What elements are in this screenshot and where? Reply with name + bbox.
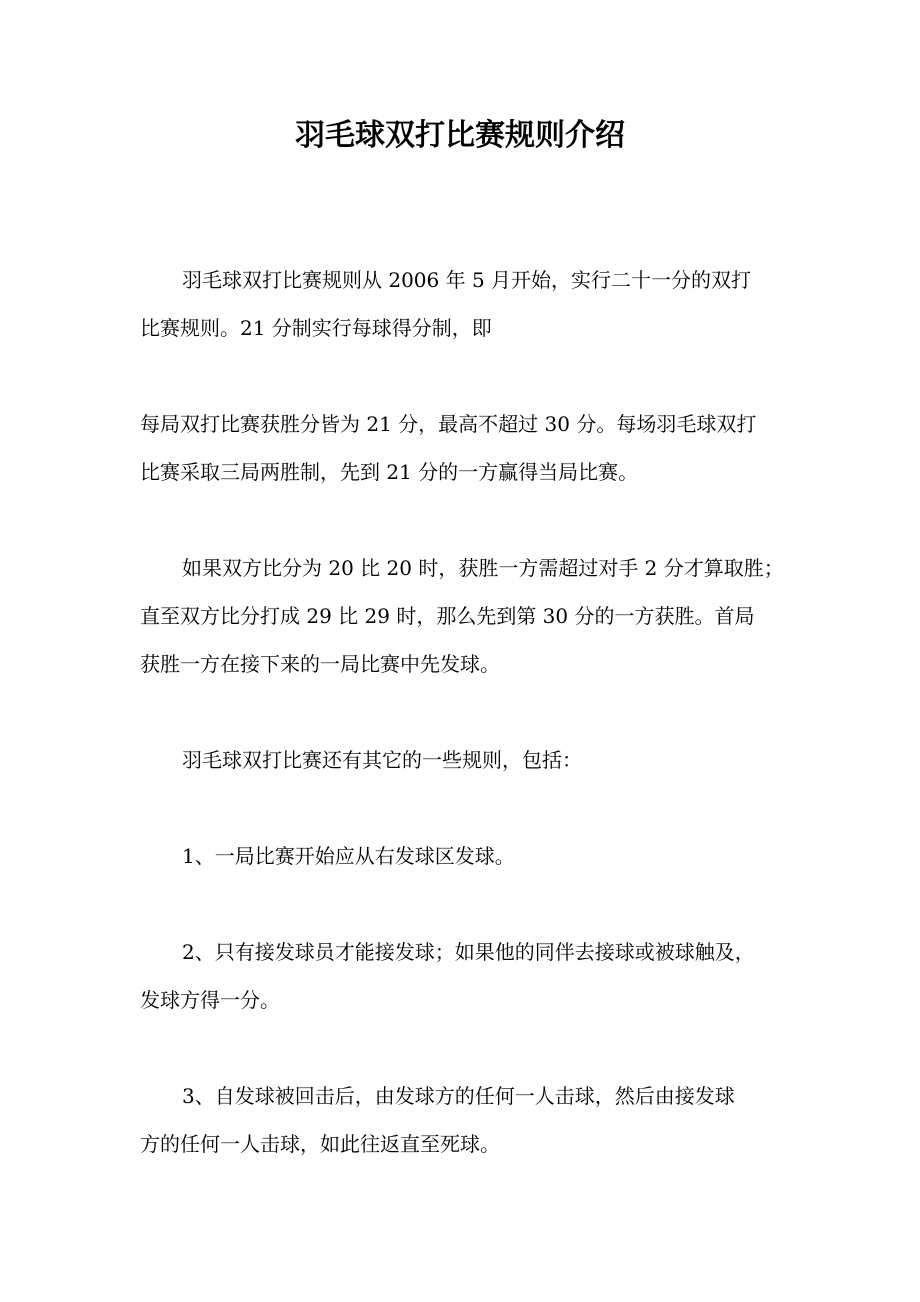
- rule-3-line-1: 3、自发球被回击后，由发球方的任何一人击球，然后由接发球: [182, 1084, 735, 1108]
- document-title: 羽毛球双打比赛规则介绍: [295, 118, 625, 153]
- rule-2-line-2: 发球方得一分。: [140, 988, 280, 1012]
- paragraph-1-line-1: 羽毛球双打比赛规则从 2006 年 5 月开始，实行二十一分的双打: [182, 268, 752, 292]
- rule-1-line-1: 1、一局比赛开始应从右发球区发球。: [182, 844, 515, 868]
- paragraph-3-line-2: 直至双方比分打成 29 比 29 时，那么先到第 30 分的一方获胜。首局: [140, 604, 755, 628]
- paragraph-2-line-2: 比赛采取三局两胜制，先到 21 分的一方赢得当局比赛。: [140, 460, 639, 484]
- paragraph-4-line-1: 羽毛球双打比赛还有其它的一些规则，包括：: [182, 748, 582, 772]
- paragraph-1-line-2: 比赛规则。21 分制实行每球得分制，即: [140, 316, 492, 340]
- paragraph-3-line-3: 获胜一方在接下来的一局比赛中先发球。: [140, 652, 500, 676]
- paragraph-3-line-1: 如果双方比分为 20 比 20 时，获胜一方需超过对手 2 分才算取胜；: [182, 556, 784, 580]
- rule-2-line-1: 2、只有接发球员才能接发球；如果他的同伴去接球或被球触及，: [182, 940, 755, 964]
- rule-3-line-2: 方的任何一人击球，如此往返直至死球。: [140, 1132, 500, 1156]
- paragraph-2-line-1: 每局双打比赛获胜分皆为 21 分，最高不超过 30 分。每场羽毛球双打: [140, 412, 757, 436]
